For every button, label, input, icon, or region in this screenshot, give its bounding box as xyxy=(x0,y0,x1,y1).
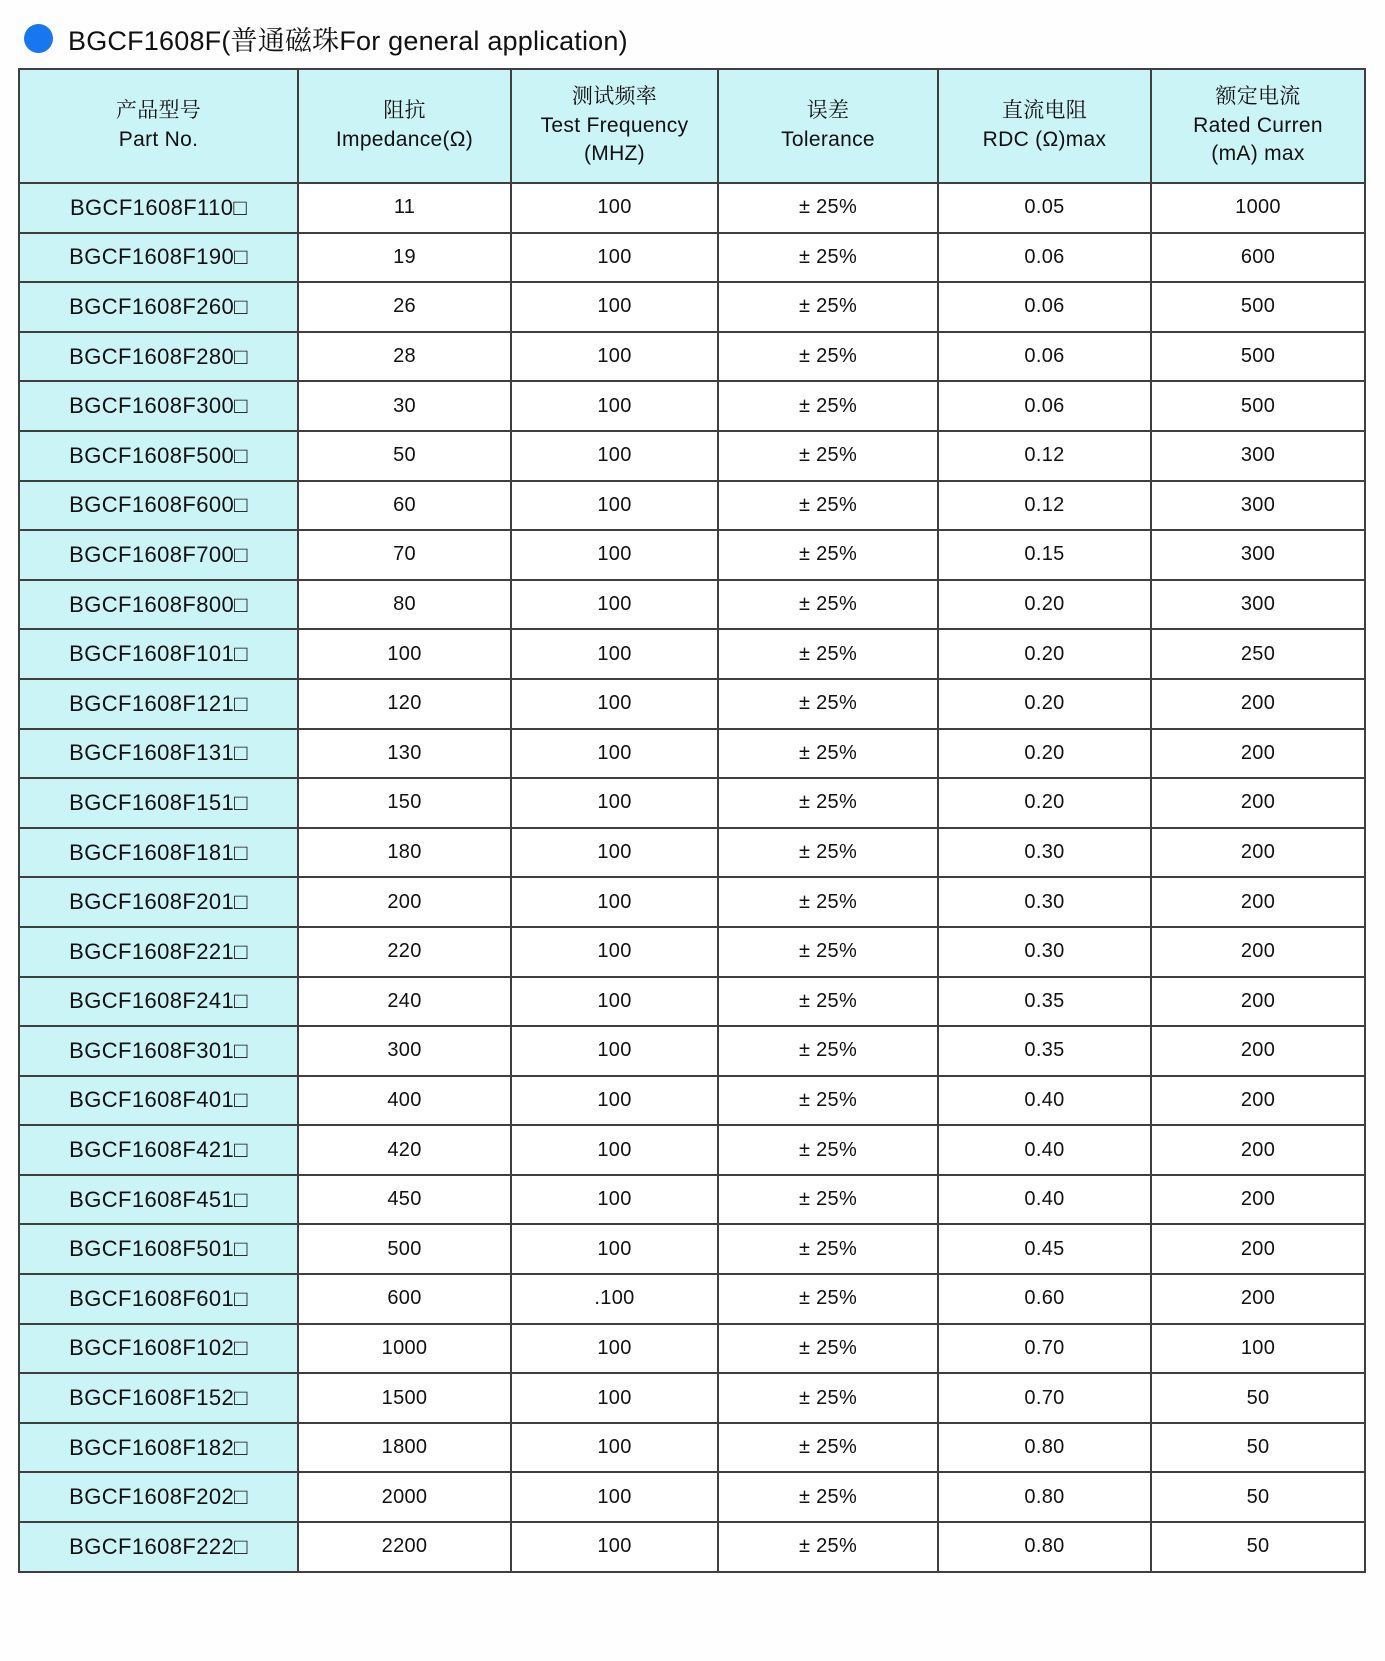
rdc-cell: 0.06 xyxy=(938,282,1151,332)
table-row xyxy=(19,381,1365,431)
rated-current-cell: 200 xyxy=(1151,927,1365,977)
table-row xyxy=(19,481,1365,531)
column-header-rdc xyxy=(938,69,1151,183)
table-row xyxy=(19,828,1365,878)
header-line: 误差 xyxy=(806,99,850,123)
rated-current-cell: 200 xyxy=(1151,828,1365,878)
test-frequency-cell: 100 xyxy=(511,1373,718,1423)
rated-current-cell: 250 xyxy=(1151,629,1365,679)
rated-current-cell: 600 xyxy=(1151,233,1365,283)
header-line: (mA) max xyxy=(1211,142,1305,166)
impedance-cell: 150 xyxy=(298,778,511,828)
page-title: BGCF1608F(普通磁珠For general application) xyxy=(68,25,628,56)
part-no-cell: BGCF1608F201□ xyxy=(19,877,298,927)
header-line: Test Frequency xyxy=(540,113,689,137)
test-frequency-cell: 100 xyxy=(511,1224,718,1274)
tolerance-cell: ± 25% xyxy=(718,233,938,283)
rdc-cell: 0.45 xyxy=(938,1224,1151,1274)
impedance-cell: 70 xyxy=(298,530,511,580)
header-line: Impedance(Ω) xyxy=(335,128,474,151)
part-no-cell: BGCF1608F152□ xyxy=(19,1373,298,1423)
test-frequency-cell: 100 xyxy=(511,1026,718,1076)
rated-current-cell: 200 xyxy=(1151,877,1365,927)
rdc-cell: 0.12 xyxy=(938,481,1151,531)
part-no-cell: BGCF1608F260□ xyxy=(19,282,298,332)
rated-current-cell: 300 xyxy=(1151,431,1365,481)
tolerance-cell: ± 25% xyxy=(718,877,938,927)
test-frequency-cell: 100 xyxy=(511,1522,718,1572)
table-row xyxy=(19,580,1365,630)
tolerance-cell: ± 25% xyxy=(718,1125,938,1175)
impedance-cell: 130 xyxy=(298,729,511,779)
tolerance-cell: ± 25% xyxy=(718,1522,938,1572)
impedance-cell: 30 xyxy=(298,381,511,431)
table-row xyxy=(19,1274,1365,1324)
part-no-cell: BGCF1608F151□ xyxy=(19,778,298,828)
rdc-cell: 0.30 xyxy=(938,828,1151,878)
rated-current-cell: 200 xyxy=(1151,1125,1365,1175)
impedance-cell: 19 xyxy=(298,233,511,283)
table-header xyxy=(19,69,1365,183)
rated-current-cell: 300 xyxy=(1151,580,1365,630)
rated-current-cell: 50 xyxy=(1151,1423,1365,1473)
impedance-cell: 50 xyxy=(298,431,511,481)
test-frequency-cell: 100 xyxy=(511,977,718,1027)
spec-table xyxy=(18,68,1366,1573)
tolerance-cell: ± 25% xyxy=(718,381,938,431)
impedance-cell: 120 xyxy=(298,679,511,729)
tolerance-cell: ± 25% xyxy=(718,332,938,382)
test-frequency-cell: 100 xyxy=(511,927,718,977)
part-no-cell: BGCF1608F222□ xyxy=(19,1522,298,1572)
part-no-cell: BGCF1608F181□ xyxy=(19,828,298,878)
rated-current-cell: 200 xyxy=(1151,1175,1365,1225)
test-frequency-cell: 100 xyxy=(511,1472,718,1522)
tolerance-cell: ± 25% xyxy=(718,1076,938,1126)
rdc-cell: 0.20 xyxy=(938,729,1151,779)
impedance-cell: 420 xyxy=(298,1125,511,1175)
part-no-cell: BGCF1608F241□ xyxy=(19,977,298,1027)
rdc-cell: 0.12 xyxy=(938,431,1151,481)
part-no-cell: BGCF1608F700□ xyxy=(19,530,298,580)
header-line: (MHZ) xyxy=(584,142,645,166)
rated-current-cell: 500 xyxy=(1151,332,1365,382)
tolerance-cell: ± 25% xyxy=(718,1175,938,1225)
impedance-cell: 1500 xyxy=(298,1373,511,1423)
impedance-cell: 180 xyxy=(298,828,511,878)
rated-current-cell: 200 xyxy=(1151,1274,1365,1324)
impedance-cell: 2000 xyxy=(298,1472,511,1522)
rdc-cell: 0.15 xyxy=(938,530,1151,580)
table-row xyxy=(19,1026,1365,1076)
impedance-cell: 80 xyxy=(298,580,511,630)
test-frequency-cell: .100 xyxy=(511,1274,718,1324)
tolerance-cell: ± 25% xyxy=(718,1274,938,1324)
table-row xyxy=(19,1522,1365,1572)
rated-current-cell: 200 xyxy=(1151,729,1365,779)
tolerance-cell: ± 25% xyxy=(718,629,938,679)
table-row xyxy=(19,431,1365,481)
header-line: 阻抗 xyxy=(383,99,426,123)
test-frequency-cell: 100 xyxy=(511,1175,718,1225)
column-header-part-no xyxy=(19,69,298,183)
rated-current-cell: 300 xyxy=(1151,530,1365,580)
test-frequency-cell: 100 xyxy=(511,778,718,828)
tolerance-cell: ± 25% xyxy=(718,778,938,828)
tolerance-cell: ± 25% xyxy=(718,1472,938,1522)
header-line: 直流电阻 xyxy=(1001,99,1088,123)
tolerance-cell: ± 25% xyxy=(718,431,938,481)
table-row xyxy=(19,1076,1365,1126)
part-no-cell: BGCF1608F121□ xyxy=(19,679,298,729)
table-row xyxy=(19,1125,1365,1175)
blue-circle-bullet-icon xyxy=(24,24,53,53)
table-row xyxy=(19,977,1365,1027)
part-no-cell: BGCF1608F401□ xyxy=(19,1076,298,1126)
tolerance-cell: ± 25% xyxy=(718,1324,938,1374)
test-frequency-cell: 100 xyxy=(511,1076,718,1126)
tolerance-cell: ± 25% xyxy=(718,828,938,878)
table-row xyxy=(19,679,1365,729)
rdc-cell: 0.40 xyxy=(938,1076,1151,1126)
part-no-cell: BGCF1608F451□ xyxy=(19,1175,298,1225)
rated-current-cell: 200 xyxy=(1151,778,1365,828)
rated-current-cell: 50 xyxy=(1151,1522,1365,1572)
part-no-cell: BGCF1608F421□ xyxy=(19,1125,298,1175)
part-no-cell: BGCF1608F800□ xyxy=(19,580,298,630)
part-no-cell: BGCF1608F300□ xyxy=(19,381,298,431)
tolerance-cell: ± 25% xyxy=(718,1224,938,1274)
rdc-cell: 0.40 xyxy=(938,1125,1151,1175)
impedance-cell: 600 xyxy=(298,1274,511,1324)
part-no-cell: BGCF1608F182□ xyxy=(19,1423,298,1473)
rdc-cell: 0.20 xyxy=(938,679,1151,729)
tolerance-cell: ± 25% xyxy=(718,1373,938,1423)
test-frequency-cell: 100 xyxy=(511,481,718,531)
rated-current-cell: 50 xyxy=(1151,1472,1365,1522)
rdc-cell: 0.06 xyxy=(938,332,1151,382)
tolerance-cell: ± 25% xyxy=(718,729,938,779)
test-frequency-cell: 100 xyxy=(511,233,718,283)
tolerance-cell: ± 25% xyxy=(718,977,938,1027)
part-no-cell: BGCF1608F280□ xyxy=(19,332,298,382)
rated-current-cell: 200 xyxy=(1151,1026,1365,1076)
test-frequency-cell: 100 xyxy=(511,431,718,481)
tolerance-cell: ± 25% xyxy=(718,183,938,233)
rdc-cell: 0.20 xyxy=(938,629,1151,679)
test-frequency-cell: 100 xyxy=(511,580,718,630)
tolerance-cell: ± 25% xyxy=(718,927,938,977)
table-row xyxy=(19,1324,1365,1374)
rated-current-cell: 50 xyxy=(1151,1373,1365,1423)
test-frequency-cell: 100 xyxy=(511,629,718,679)
rdc-cell: 0.20 xyxy=(938,580,1151,630)
column-header-tolerance xyxy=(718,69,938,183)
test-frequency-cell: 100 xyxy=(511,1324,718,1374)
table-row xyxy=(19,1373,1365,1423)
column-header-impedance xyxy=(298,69,511,183)
tolerance-cell: ± 25% xyxy=(718,679,938,729)
table-row xyxy=(19,778,1365,828)
tolerance-cell: ± 25% xyxy=(718,1423,938,1473)
header-row xyxy=(19,69,1365,183)
rdc-cell: 0.70 xyxy=(938,1373,1151,1423)
table-row xyxy=(19,1472,1365,1522)
test-frequency-cell: 100 xyxy=(511,729,718,779)
table-row xyxy=(19,877,1365,927)
table-row xyxy=(19,1423,1365,1473)
impedance-cell: 1800 xyxy=(298,1423,511,1473)
test-frequency-cell: 100 xyxy=(511,183,718,233)
tolerance-cell: ± 25% xyxy=(718,481,938,531)
part-no-cell: BGCF1608F221□ xyxy=(19,927,298,977)
rdc-cell: 0.40 xyxy=(938,1175,1151,1225)
rated-current-cell: 200 xyxy=(1151,679,1365,729)
rated-current-cell: 300 xyxy=(1151,481,1365,531)
part-no-cell: BGCF1608F301□ xyxy=(19,1026,298,1076)
rated-current-cell: 100 xyxy=(1151,1324,1365,1374)
table-row xyxy=(19,233,1365,283)
header-line: 产品型号 xyxy=(115,99,202,123)
table-row xyxy=(19,282,1365,332)
table-body xyxy=(19,183,1365,1572)
rdc-cell: 0.35 xyxy=(938,1026,1151,1076)
tolerance-cell: ± 25% xyxy=(718,1026,938,1076)
tolerance-cell: ± 25% xyxy=(718,580,938,630)
rdc-cell: 0.80 xyxy=(938,1423,1151,1473)
rated-current-cell: 1000 xyxy=(1151,183,1365,233)
header-line: 测试频率 xyxy=(571,84,658,108)
rdc-cell: 0.30 xyxy=(938,877,1151,927)
rated-current-cell: 500 xyxy=(1151,282,1365,332)
impedance-cell: 240 xyxy=(298,977,511,1027)
table-row xyxy=(19,729,1365,779)
rdc-cell: 0.30 xyxy=(938,927,1151,977)
rated-current-cell: 500 xyxy=(1151,381,1365,431)
part-no-cell: BGCF1608F131□ xyxy=(19,729,298,779)
table-row xyxy=(19,629,1365,679)
impedance-cell: 300 xyxy=(298,1026,511,1076)
table-row xyxy=(19,332,1365,382)
rdc-cell: 0.06 xyxy=(938,381,1151,431)
test-frequency-cell: 100 xyxy=(511,828,718,878)
rated-current-cell: 200 xyxy=(1151,1224,1365,1274)
test-frequency-cell: 100 xyxy=(511,282,718,332)
impedance-cell: 2200 xyxy=(298,1522,511,1572)
rated-current-cell: 200 xyxy=(1151,1076,1365,1126)
impedance-cell: 28 xyxy=(298,332,511,382)
part-no-cell: BGCF1608F500□ xyxy=(19,431,298,481)
part-no-cell: BGCF1608F202□ xyxy=(19,1472,298,1522)
part-no-cell: BGCF1608F110□ xyxy=(19,183,298,233)
impedance-cell: 1000 xyxy=(298,1324,511,1374)
rated-current-cell: 200 xyxy=(1151,977,1365,1027)
table-row xyxy=(19,1224,1365,1274)
impedance-cell: 400 xyxy=(298,1076,511,1126)
test-frequency-cell: 100 xyxy=(511,1423,718,1473)
header-line: Part No. xyxy=(118,128,199,151)
part-no-cell: BGCF1608F601□ xyxy=(19,1274,298,1324)
rdc-cell: 0.05 xyxy=(938,183,1151,233)
table-row xyxy=(19,530,1365,580)
test-frequency-cell: 100 xyxy=(511,332,718,382)
test-frequency-cell: 100 xyxy=(511,1125,718,1175)
table-row xyxy=(19,1175,1365,1225)
test-frequency-cell: 100 xyxy=(511,530,718,580)
part-no-cell: BGCF1608F501□ xyxy=(19,1224,298,1274)
impedance-cell: 26 xyxy=(298,282,511,332)
rdc-cell: 0.80 xyxy=(938,1522,1151,1572)
impedance-cell: 60 xyxy=(298,481,511,531)
section-title-row xyxy=(0,0,1385,54)
impedance-cell: 200 xyxy=(298,877,511,927)
header-line: Tolerance xyxy=(781,128,875,151)
impedance-cell: 500 xyxy=(298,1224,511,1274)
part-no-cell: BGCF1608F190□ xyxy=(19,233,298,283)
rdc-cell: 0.70 xyxy=(938,1324,1151,1374)
test-frequency-cell: 100 xyxy=(511,381,718,431)
impedance-cell: 100 xyxy=(298,629,511,679)
table-row xyxy=(19,927,1365,977)
part-no-cell: BGCF1608F600□ xyxy=(19,481,298,531)
impedance-cell: 220 xyxy=(298,927,511,977)
impedance-cell: 11 xyxy=(298,183,511,233)
rdc-cell: 0.80 xyxy=(938,1472,1151,1522)
rdc-cell: 0.06 xyxy=(938,233,1151,283)
table-row xyxy=(19,183,1365,233)
rdc-cell: 0.35 xyxy=(938,977,1151,1027)
test-frequency-cell: 100 xyxy=(511,877,718,927)
tolerance-cell: ± 25% xyxy=(718,530,938,580)
rdc-cell: 0.60 xyxy=(938,1274,1151,1324)
tolerance-cell: ± 25% xyxy=(718,282,938,332)
impedance-cell: 450 xyxy=(298,1175,511,1225)
test-frequency-cell: 100 xyxy=(511,679,718,729)
header-line: RDC (Ω)max xyxy=(982,128,1107,151)
rdc-cell: 0.20 xyxy=(938,778,1151,828)
column-header-rated-current xyxy=(1151,69,1365,183)
header-line: 额定电流 xyxy=(1215,84,1301,108)
part-no-cell: BGCF1608F101□ xyxy=(19,629,298,679)
part-no-cell: BGCF1608F102□ xyxy=(19,1324,298,1374)
column-header-test-frequency xyxy=(511,69,718,183)
header-line: Rated Curren xyxy=(1193,113,1323,137)
